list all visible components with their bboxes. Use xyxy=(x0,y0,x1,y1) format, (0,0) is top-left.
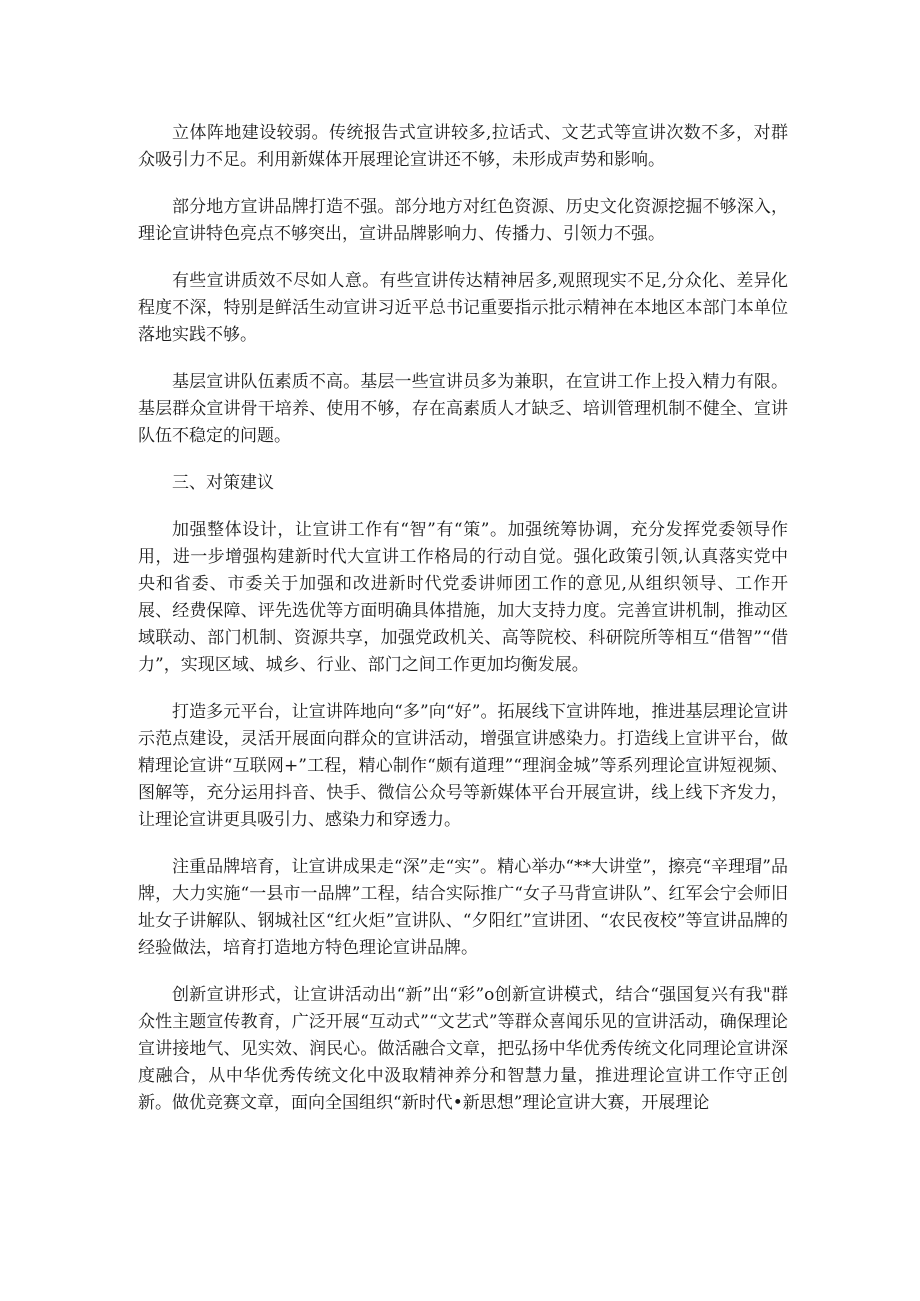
paragraph: 打造多元平台，让宣讲阵地向“多”向“好”。拓展线下宣讲阵地，推进基层理论宣讲示范点建设，灵活开展面向群众的宣讲活动，增强宣讲感染力。打造线上宣讲平台，做精理论宣讲“互联网+”工程，精心制作“颇有道理”“理润金城”等系列理论宣讲短视频、图解等，充分运用抖音、快手、微信公众号等新媒体平台开展宣讲，线上线下齐发力，让理论宣讲更具吸引力、感染力和穿透力。 xyxy=(138,702,788,830)
paragraph: 创新宣讲形式，让宣讲活动出“新”出“彩”o创新宣讲模式，结合“强国复兴有我"群众性主题宣传教育，广泛开展“互动式”“文艺式”等群众喜闻乐见的宣讲活动，确保理论宣讲接地气、见实效、润民心。做活融合文章，把弘扬中华优秀传统文化同理论宣讲深度融合，从中华优秀传统文化中汲取精神养分和智慧力量，推进理论宣讲工作守正创新。做优竞赛文章，面向全国组织“新时代•新思想”理论宣讲大赛，开展理论 xyxy=(138,985,788,1113)
paragraph: 基层宣讲队伍素质不高。基层一些宣讲员多为兼职，在宣讲工作上投入精力有限。基层群众宣讲骨干培养、使用不够，存在高素质人才缺乏、培训管理机制不健全、宣讲队伍不稳定的问题。 xyxy=(138,372,788,446)
paragraph: 注重品牌培育，让宣讲成果走“深”走“实”。精心举办“**大讲堂”，擦亮“辛理瑁”品牌，大力实施“一县市一品牌”工程，结合实际推广“女子马背宣讲队”、红军会宁会师旧址女子讲解队、钢城社区“红火炬”宣讲队、“夕阳红”宣讲团、“农民夜校”等宣讲品牌的经验做法，培育打造地方特色理论宣讲品牌。 xyxy=(138,857,788,958)
paragraph: 部分地方宣讲品牌打造不强。部分地方对红色资源、历史文化资源挖掘不够深入，理论宣讲特色亮点不够突出，宣讲品牌影响力、传播力、引领力不强。 xyxy=(138,197,788,244)
document-body xyxy=(138,120,788,1137)
paragraph: 立体阵地建设较弱。传统报告式宣讲较多,拉话式、文艺式等宣讲次数不多，对群众吸引力不足。利用新媒体开展理论宣讲还不够，未形成声势和影响。 xyxy=(138,123,788,170)
paragraph: 加强整体设计，让宣讲工作有“智”有“策”。加强统筹协调，充分发挥党委领导作用，进一步增强构建新时代大宣讲工作格局的行动自觉。强化政策引领,认真落实党中央和省委、市委关于加强和改进新时代党委讲师团工作的意见,从组织领导、工作开展、经费保障、评先选优等方面明确具体措施，加大支持力度。完善宣讲机制，推动区域联动、部门机制、资源共享，加强党政机关、高等院校、科研院所等相互“借智”“借力”，实现区域、城乡、行业、部门之间工作更加均衡发展。 xyxy=(138,520,788,675)
section-heading: 三、对策建议 xyxy=(172,473,274,493)
paragraph: 有些宣讲质效不尽如人意。有些宣讲传达精神居多,观照现实不足,分众化、差异化程度不深，特别是鲜活生动宣讲习近平总书记重要指示批示精神在本地区本部门本单位落地实践不够。 xyxy=(138,271,788,345)
